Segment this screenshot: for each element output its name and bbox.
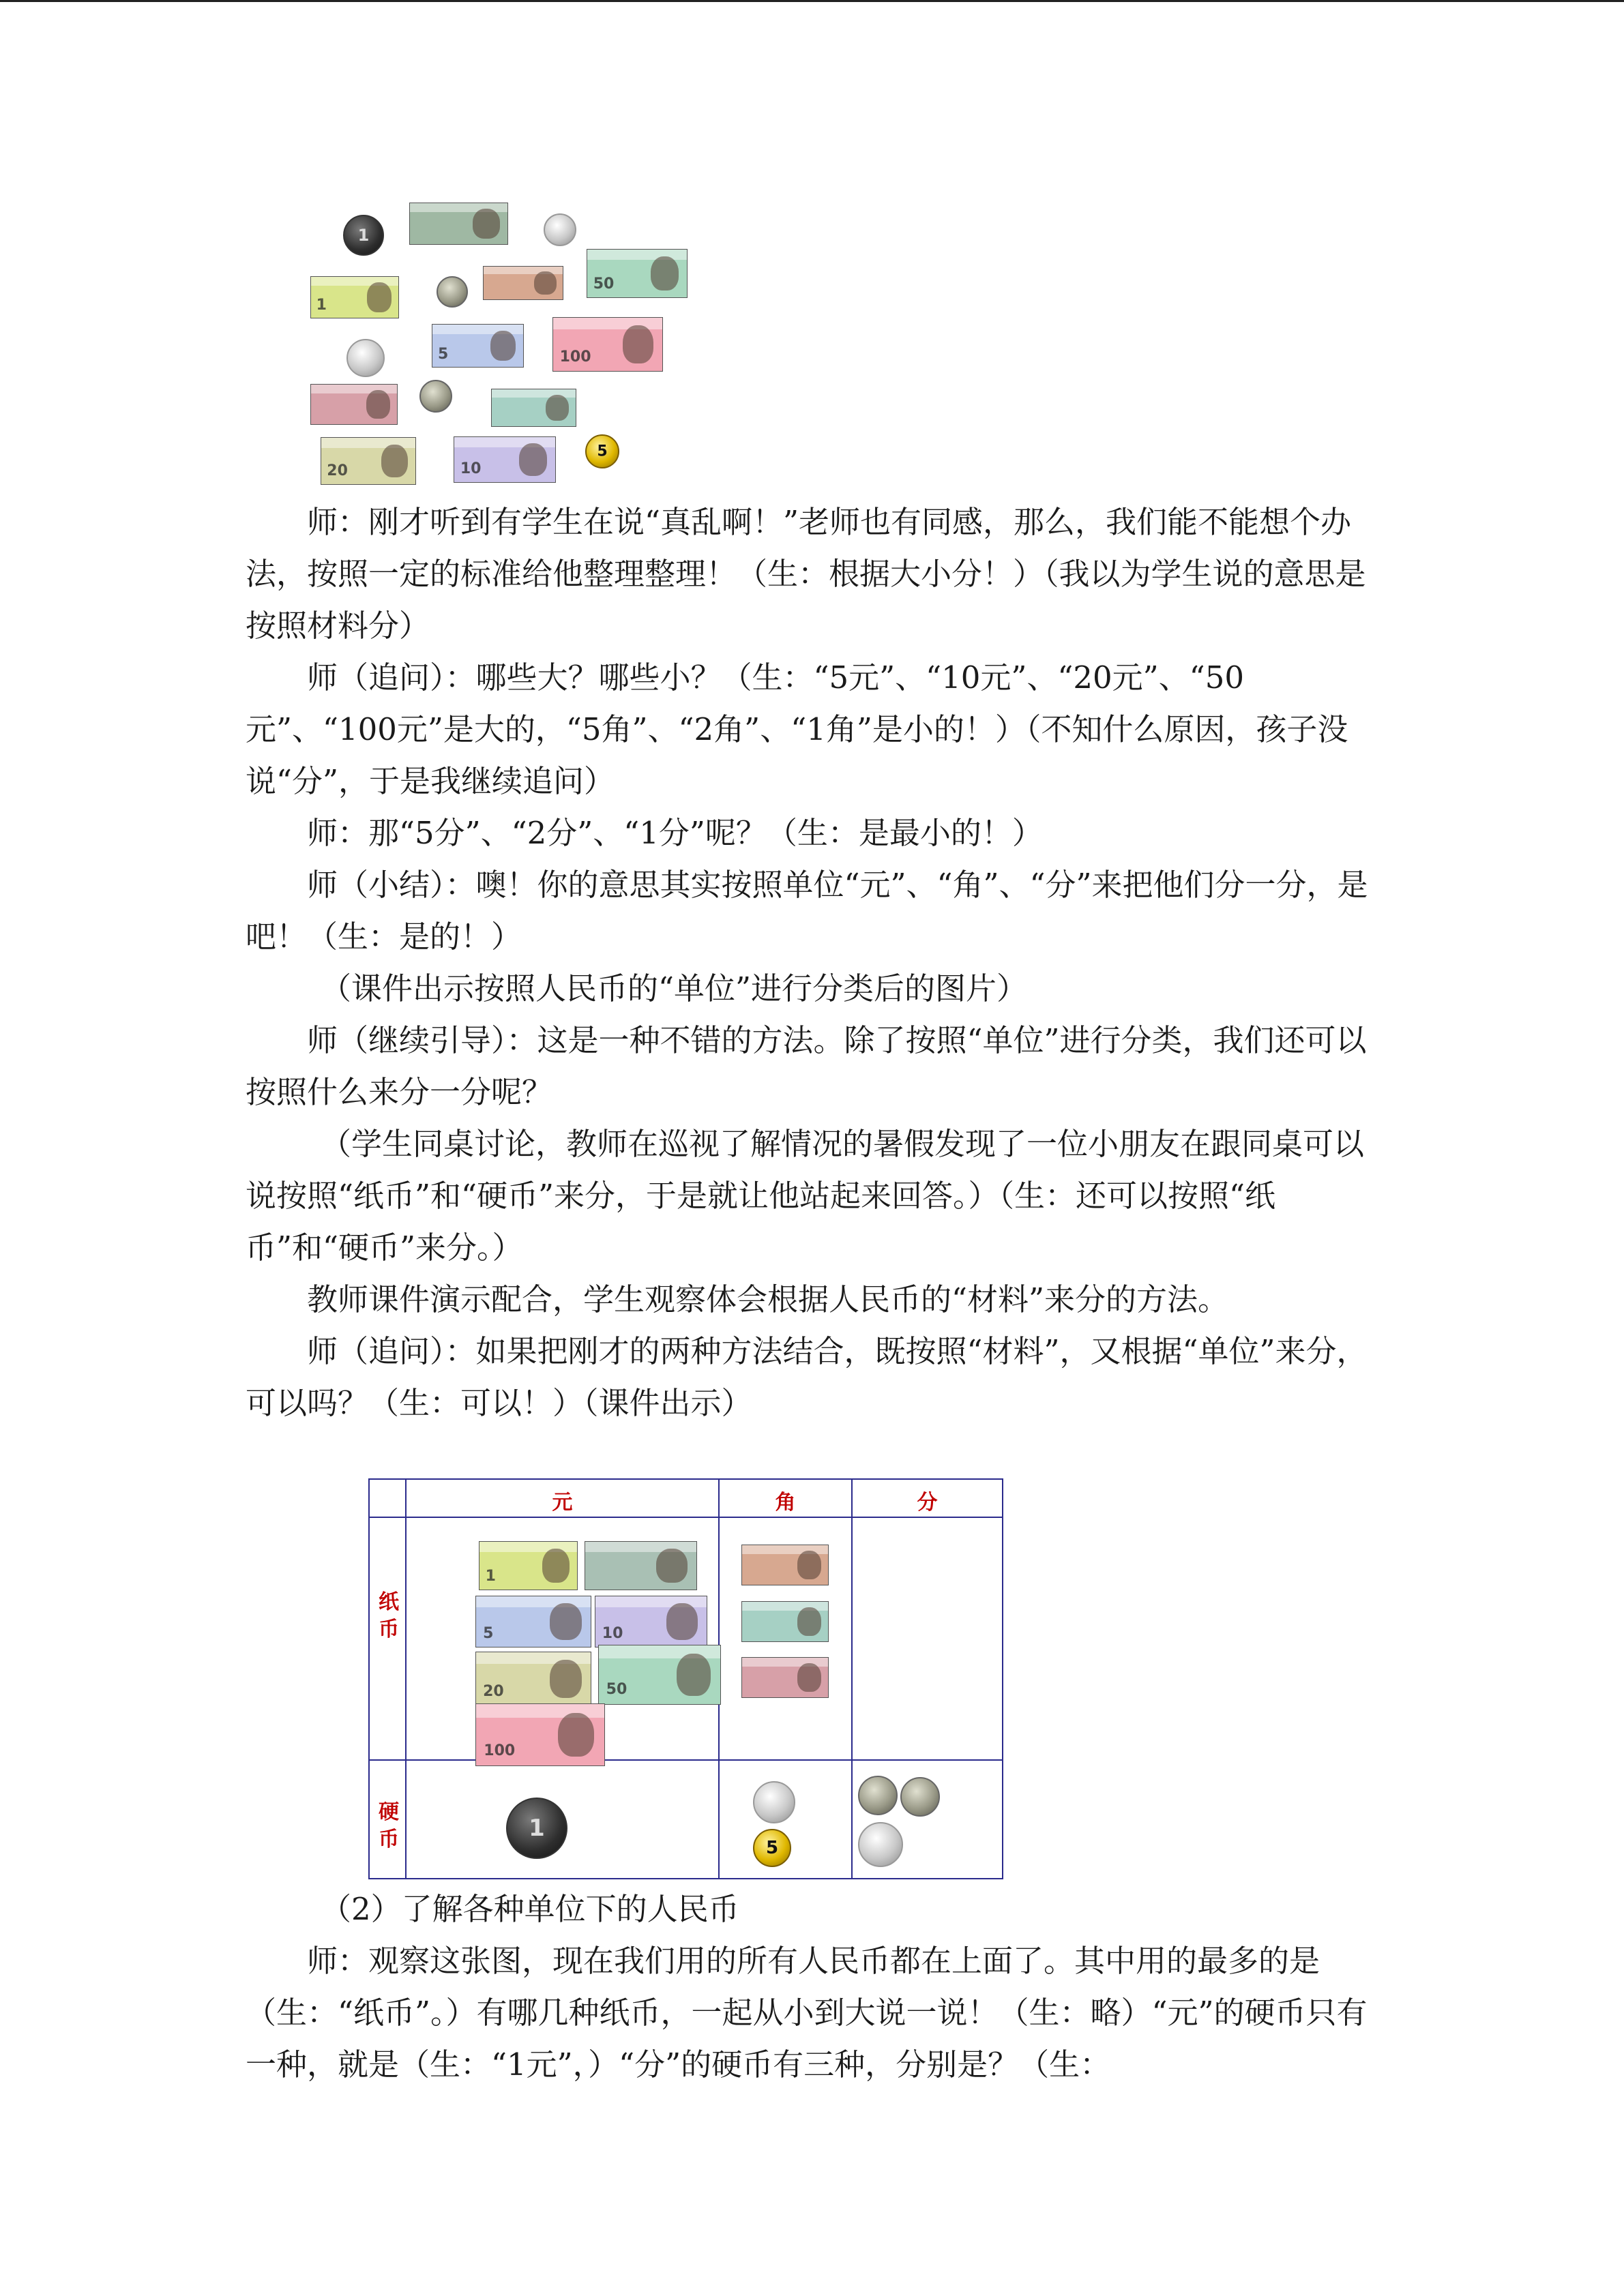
- jiao-coin-silver: [544, 213, 576, 246]
- page-top-border: [0, 0, 1624, 2]
- five-jiao-note-red: [310, 384, 398, 425]
- paragraph-3: 师：那“5分”、“2分”、“1分”呢？（生：是最小的！）: [307, 815, 1043, 851]
- table-hundred-yuan-note: 100: [475, 1703, 605, 1766]
- row-header-paper: 纸币: [379, 1590, 399, 1641]
- table-one-yuan-note: 1: [479, 1541, 578, 1590]
- paragraph-9: 师（追问）：如果把刚才的两种方法结合，既按照“材料”，又根据“单位”来分，可以吗？（生：可以！）（课件出示）: [246, 1333, 1368, 1421]
- section-heading: （2）了解各种单位下的人民币: [321, 1891, 739, 1927]
- paragraph-10: 师：观察这张图，现在我们用的所有人民币都在上面了。其中用的最多的是（生：“纸币”。）有哪几种纸币，一起从小到大说一说！（生：略）“元”的硬币只有一种，就是（生：“1元”，）“分”的硬币有三种，分别是？（生：: [246, 1943, 1368, 2083]
- fen-coin: [437, 276, 468, 308]
- table-five-fen-coin: [900, 1777, 940, 1817]
- table-two-yuan-note: [585, 1541, 697, 1590]
- table-one-fen-coin: [858, 1822, 903, 1867]
- twenty-yuan-note: 20: [321, 437, 416, 485]
- paragraph-1: 师：刚才听到有学生在说“真乱啊！”老师也有同感，那么，我们能不能想个办法，按照一定的标准给他整理整理！（生：根据大小分！）（我以为学生说的意思是按照材料分）: [246, 504, 1366, 644]
- one-yuan-coin: 1: [343, 215, 384, 256]
- five-jiao-coin: 5: [585, 434, 619, 468]
- fen-coin-small: [419, 380, 452, 413]
- ten-yuan-note: 10: [454, 436, 556, 483]
- table-ten-yuan-note: 10: [595, 1596, 707, 1648]
- hundred-yuan-note: 100: [552, 317, 663, 372]
- green-jiao-note: [491, 389, 576, 427]
- column-header-fen: 分: [917, 1491, 938, 1515]
- fen-coin-large: [346, 339, 385, 377]
- two-jiao-note: [409, 203, 508, 245]
- row-header-coin: 硬币: [379, 1800, 399, 1851]
- table-five-yuan-note: 5: [475, 1596, 591, 1648]
- one-jiao-note: [483, 266, 563, 300]
- paragraph-2: 师（追问）：哪些大？哪些小？（生：“5元”、“10元”、“20元”、“50元”、“100元”是大的，“5角”、“2角”、“1角”是小的！）（不知什么原因，孩子没说“分”，于是我继续追问）: [246, 659, 1348, 799]
- paragraph-4: 师（小结）：噢！你的意思其实按照单位“元”、“角”、“分”来把他们分一分，是吧！（生：是的！）: [246, 867, 1368, 955]
- fifty-yuan-note: 50: [587, 249, 688, 298]
- five-yuan-note: 5: [432, 324, 524, 368]
- table-five-jiao-coin: 5: [753, 1829, 791, 1867]
- column-header-yuan: 元: [552, 1491, 573, 1515]
- table-twenty-yuan-note: 20: [475, 1652, 591, 1706]
- paragraph-5: （课件出示按照人民币的“单位”进行分类后的图片）: [321, 970, 1028, 1007]
- table-two-fen-coin: [858, 1776, 898, 1815]
- paragraph-8: 教师课件演示配合，学生观察体会根据人民币的“材料”来分的方法。: [307, 1281, 1229, 1317]
- table-fifty-yuan-note: 50: [598, 1645, 721, 1705]
- money-classification-table: [368, 1478, 1003, 1879]
- table-one-jiao-note: [741, 1657, 829, 1698]
- scattered-money-image: [300, 194, 709, 494]
- table-five-jiao-note: [741, 1545, 829, 1585]
- table-two-jiao-note: [741, 1601, 829, 1642]
- column-header-jiao: 角: [775, 1491, 796, 1515]
- table-one-yuan-coin: 1: [506, 1798, 567, 1859]
- table-one-jiao-coin: [753, 1781, 795, 1823]
- paragraph-6: 师（继续引导）：这是一种不错的方法。除了按照“单位”进行分类，我们还可以按照什么来分一分呢？: [246, 1022, 1367, 1110]
- one-yuan-note: 1: [310, 276, 399, 318]
- paragraph-7: （学生同桌讨论，教师在巡视了解情况的暑假发现了一位小朋友在跟同桌可以说按照“纸币”和“硬币”来分，于是就让他站起来回答。）（生：还可以按照“纸币”和“硬币”来分。）: [246, 1126, 1365, 1266]
